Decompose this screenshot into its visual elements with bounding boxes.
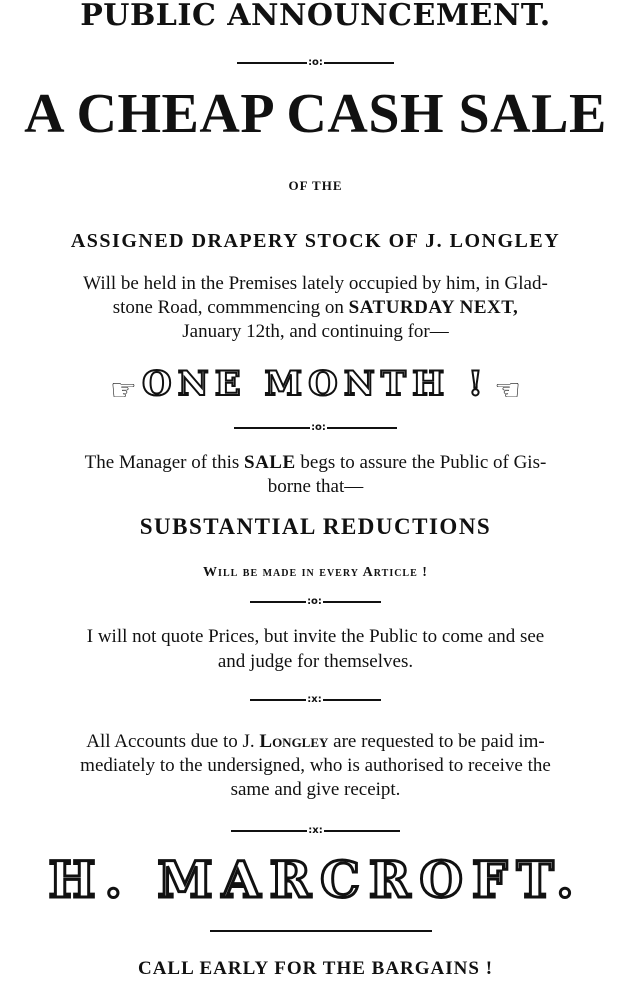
accounts-line-1 — [0, 730, 631, 753]
premises-line-2-text: stone Road, commmencing on — [112, 297, 349, 318]
closing-rule — [210, 930, 432, 932]
divider-bar — [237, 62, 307, 64]
saturday-next: SATURDAY NEXT, — [348, 297, 519, 318]
divider-o-1 — [0, 56, 631, 70]
divider-bar — [324, 62, 394, 64]
call-early-line: CALL EARLY FOR THE BARGAINS ! — [137, 958, 494, 979]
sale-headline: A CHEAP CASH SALE — [24, 83, 607, 145]
divider-bar — [250, 699, 306, 701]
divider-bar — [250, 601, 306, 603]
divider-o-3 — [0, 595, 631, 609]
divider-x-2 — [0, 824, 631, 838]
one-month-row — [0, 364, 631, 408]
one-month-text: ONE MONTH ! — [142, 364, 489, 404]
pointing-hand-left-icon: ☜ — [494, 373, 521, 408]
manager-line-1 — [0, 451, 631, 474]
divider-bar — [324, 830, 400, 832]
divider-bar — [323, 601, 381, 603]
divider-bar — [234, 427, 310, 429]
manager-text-c: begs to assure the Public of Gis- — [295, 452, 547, 473]
signature-marcroft: H. MARCROFT. — [48, 850, 583, 909]
stock-line: ASSIGNED DRAPERY STOCK OF J. LONGLEY — [70, 230, 561, 252]
premises-line-2 — [0, 296, 631, 319]
divider-x-1 — [0, 693, 631, 707]
substantial-reductions: SUBSTANTIAL REDUCTIONS — [139, 514, 492, 539]
manager-text-a: The Manager of this — [84, 452, 245, 473]
manager-line-2: borne that— — [267, 476, 364, 497]
accounts-line-2: mediately to the undersigned, who is authorised to receive the — [80, 755, 551, 776]
divider-mark: :o: — [308, 57, 323, 68]
accounts-text-c: are requested to be paid im- — [328, 731, 545, 752]
divider-bar — [323, 699, 381, 701]
premises-line-3: January 12th, and continuing for— — [182, 321, 449, 342]
divider-bar — [231, 830, 307, 832]
divider-mark: :o: — [311, 422, 326, 433]
accounts-line-3: same and give receipt. — [230, 779, 401, 800]
divider-bar — [327, 427, 397, 429]
prices-line-2: and judge for themselves. — [217, 651, 414, 672]
of-the-line: OF THE — [288, 178, 343, 193]
pointing-hand-right-icon: ☞ — [110, 373, 137, 408]
accounts-text-a: All Accounts due to J. — [86, 731, 260, 752]
manager-sale: SALE — [244, 452, 296, 473]
accounts-longley: Longley — [259, 731, 329, 752]
every-article-line: Will be made in every Article ! — [203, 565, 428, 580]
divider-mark: :x: — [307, 694, 322, 705]
divider-mark: :x: — [308, 825, 323, 836]
divider-o-2 — [0, 421, 631, 435]
premises-line-1: Will be held in the Premises lately occupied by him, in Glad- — [83, 273, 548, 294]
divider-mark: :o: — [307, 596, 322, 607]
prices-line-1: I will not quote Prices, but invite the Public to come and see — [86, 626, 545, 647]
announcement-heading: PUBLIC ANNOUNCEMENT. — [80, 0, 551, 33]
